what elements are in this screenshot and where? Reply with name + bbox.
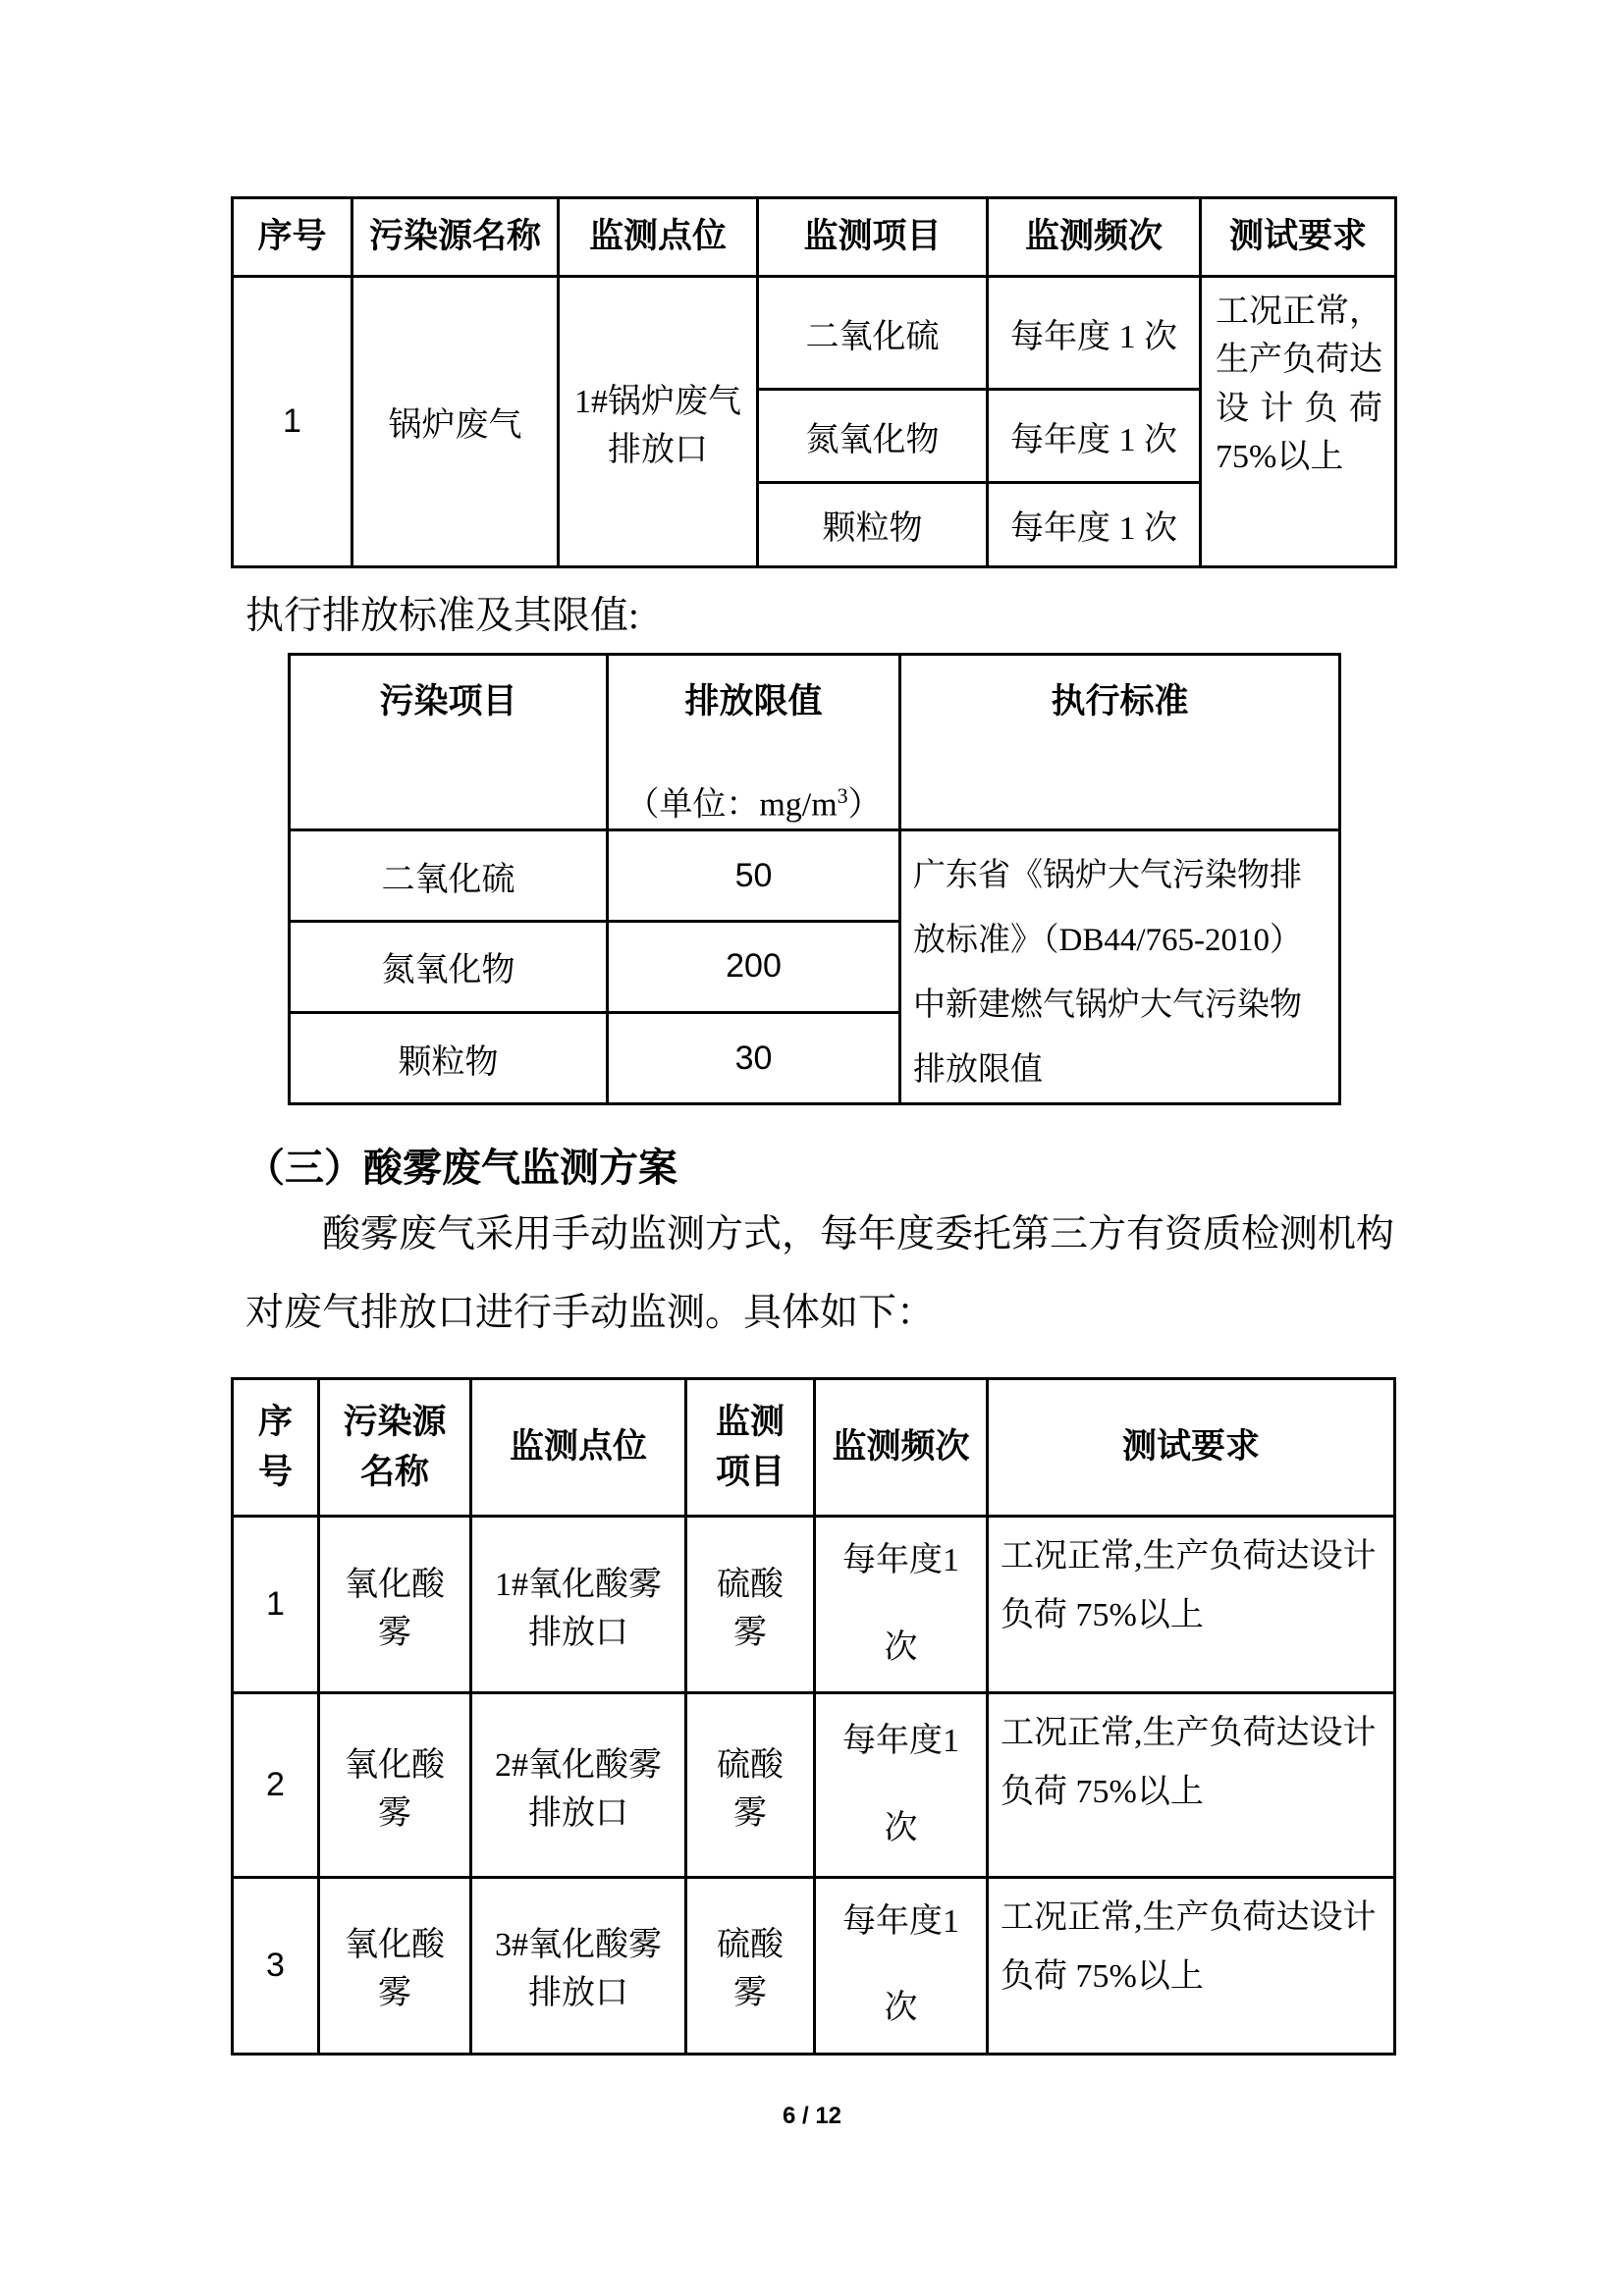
limit-header-title: 排放限值	[684, 682, 823, 721]
cell-pollutant: 氮氧化物	[290, 922, 608, 1013]
limit-unit-note: （单位：$mg/m^3$）	[625, 782, 882, 824]
cell-monitor-point: 2#氧化酸雾排放口	[471, 1693, 686, 1878]
cell-seq-no: 3	[233, 1878, 319, 2055]
boiler-gas-monitoring-table	[231, 196, 1397, 568]
cell-frequency: 每年度1 次	[815, 1517, 988, 1693]
cell-monitor-point: 1#氧化酸雾排放口	[471, 1517, 686, 1693]
limits-lead-text: 执行排放标准及其限值:	[245, 595, 639, 637]
table-row	[233, 277, 1396, 390]
col-header-source: 污染源名称	[352, 198, 559, 277]
col-header-requirement: 测试要求	[1201, 198, 1396, 277]
cell-source-name: 氧化酸雾	[319, 1693, 471, 1878]
col-header-frequency: 监测频次	[815, 1379, 988, 1517]
cell-frequency: 每年度 1 次	[988, 390, 1201, 483]
table-header-row	[233, 198, 1396, 277]
cell-frequency: 每年度 1 次	[988, 483, 1201, 567]
col-header-source: 污染源名称	[319, 1379, 471, 1517]
cell-item: 硫酸雾	[686, 1693, 815, 1878]
cell-seq-no: 2	[233, 1693, 319, 1878]
col-header-seq: 序号	[233, 198, 352, 277]
cell-source-name: 氧化酸雾	[319, 1878, 471, 2055]
col-header-frequency: 监测频次	[988, 198, 1201, 277]
cell-monitor-point: 1#锅炉废气排放口	[559, 277, 758, 567]
cell-test-requirement: 工况正常,生产负荷达设计负荷 75%以上	[988, 1878, 1395, 2055]
cell-monitor-point: 3#氧化酸雾排放口	[471, 1878, 686, 2055]
section-paragraph: 酸雾废气采用手动监测方式，每年度委托第三方有资质检测机构对废气排放口进行手动监测。具体如下：	[245, 1213, 1395, 1334]
col-header-point: 监测点位	[471, 1379, 686, 1517]
table-row	[233, 1693, 1395, 1878]
cell-item: 硫酸雾	[686, 1878, 815, 2055]
col-header-item: 监测项目	[758, 198, 988, 277]
cell-limit-value: 30	[608, 1012, 900, 1104]
col-header-pollutant: 污染项目	[290, 655, 608, 830]
cell-item: 颗粒物	[758, 483, 988, 567]
table-row	[233, 1878, 1395, 2055]
acid-mist-monitoring-table	[231, 1377, 1396, 2056]
page-number: 6 / 12	[782, 2103, 842, 2129]
col-header-standard: 执行标准	[900, 655, 1340, 830]
cell-frequency: 每年度1 次	[815, 1693, 988, 1878]
col-header-seq: 序号	[233, 1379, 319, 1517]
cell-item: 氮氧化物	[758, 390, 988, 483]
cell-test-requirement: 工况正常,生产负荷达设计负荷 75%以上	[988, 1693, 1395, 1878]
cell-seq-no: 1	[233, 277, 352, 567]
cell-pollutant: 二氧化硫	[290, 830, 608, 922]
cell-item: 二氧化硫	[758, 277, 988, 390]
table-header-row	[233, 1379, 1395, 1517]
cell-test-requirement: 工况正常,生产负荷达设计负荷 75%以上	[988, 1517, 1395, 1693]
section-heading: （三）酸雾废气监测方案	[245, 1146, 677, 1190]
cell-pollutant: 颗粒物	[290, 1012, 608, 1104]
cell-source-name: 锅炉废气	[352, 277, 559, 567]
col-header-requirement: 测试要求	[988, 1379, 1395, 1517]
table-header-row	[290, 655, 1340, 830]
cell-frequency: 每年度 1 次	[988, 277, 1201, 390]
cell-seq-no: 1	[233, 1517, 319, 1693]
table-row	[233, 1517, 1395, 1693]
cell-item: 硫酸雾	[686, 1517, 815, 1693]
cell-limit-value: 50	[608, 830, 900, 922]
emission-limits-table	[288, 653, 1341, 1105]
cell-limit-value: 200	[608, 922, 900, 1013]
table-row	[290, 830, 1340, 922]
cell-frequency: 每年度1 次	[815, 1878, 988, 2055]
col-header-point: 监测点位	[559, 198, 758, 277]
cell-test-requirement: 工况正常，生产负荷达设计负荷75%以上	[1201, 277, 1396, 567]
cell-standard-text: 广东省《锅炉大气污染物排放标准》（DB44/765-2010）中新建燃气锅炉大气污染物排放限值	[900, 830, 1340, 1104]
col-header-limit	[608, 655, 900, 830]
col-header-item: 监测项目	[686, 1379, 815, 1517]
cell-source-name: 氧化酸雾	[319, 1517, 471, 1693]
